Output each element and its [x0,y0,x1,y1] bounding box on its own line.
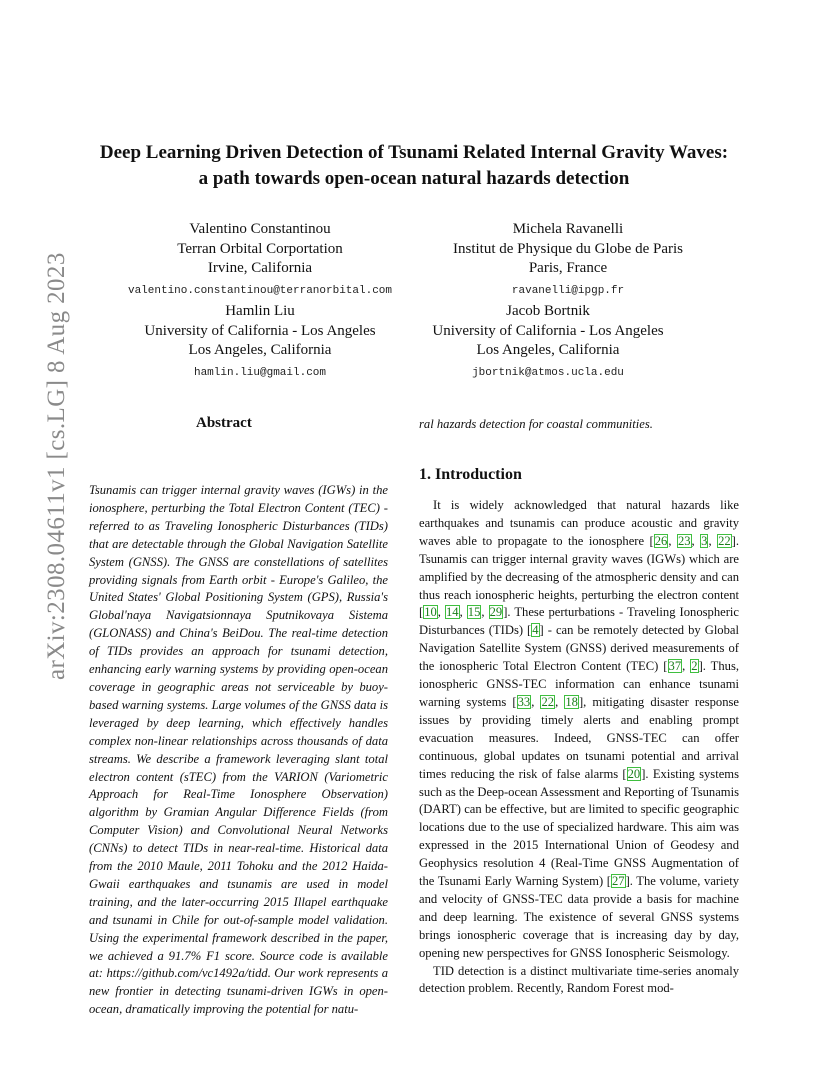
author-email[interactable]: valentino.constantinou@terranorbital.com [127,284,393,297]
paper-title [60,140,768,192]
author-block-3 [100,302,420,385]
title-line-1: Deep Learning Driven Detection of Tsunami Related Internal Gravity Waves: [99,142,729,163]
arxiv-stamp: arXiv:2308.04611v1 [cs.LG] 8 Aug 2023 [43,252,70,680]
author-affiliation: University of California - Los Angeles [144,322,376,339]
citation-link[interactable]: 26 [654,533,668,548]
abstract-text: Tsunamis can trigger internal gravity waves (IGWs) in the ionosphere, perturbing the Total Electron Content (TEC) - referred to as Traveling Ionospheric Disturbances (TIDs) that are detectable through the Global Navigation Satellite System (GNSS). The GNSS are constellations of satellites providing signals from Earth orbit - Europe's Galileo, the United States' Global Positioning System (GPS), Russia's Global'naya Navigatsionnaya Sputnikovaya Sistema (GLONASS) and China's BeiDou. The real-time detection of TIDs provides an approach for tsunami detection, enhancing early warning systems by providing open-ocean coverage in geographic areas not serviceable by buoy-based warning systems. Large volumes of the GNSS data is leveraged by deep learning, which effectively handles complex non-linear relationships across thousands of data streams. We describe a framework leveraging slant total electron content (sTEC) from the VARION (Variometric Approach for Real-Time Ionosphere Observation) algorithm by Gramian Angular Difference Fields (from Computer Vision) and Convolutional Neural Networks (CNNs) to detect TIDs in near-real-time. Historical data from the 2010 Maule, 2011 Tohoku and the 2012 Haida-Gwaii earthquakes and tsunamis are used in model training, and the later-occurring 2015 Illapel earthquake and tsunami in Chile for out-of-sample model validation. Using the experimental framework described in the paper, we achieved a 91.7% F1 score. Source code is available at: https://github.com/vc1492a/tidd. Our work represents a new frontier in detecting tsunami-driven IGWs in open-ocean, dramatically improving the potential for natu- [89,483,388,1017]
citation-link[interactable]: 22 [718,533,731,548]
citation-link[interactable]: 22 [541,694,555,709]
abstract-heading: Abstract [196,415,252,431]
citation-link[interactable]: 3 [701,533,708,548]
author-affiliation: University of California - Los Angeles [432,322,664,339]
citation-link[interactable]: 2 [691,659,698,674]
author-email[interactable]: ravanelli@ipgp.fr [511,284,625,297]
introduction-body [419,497,739,998]
intro-paragraph-2: TID detection is a distinct multivariate time-series anomaly detection problem. Recently, Random Forest mod- [419,963,739,996]
author-name: Michela Ravanelli [512,221,624,237]
citation-link[interactable]: 37 [668,659,682,674]
citation-link[interactable]: 18 [565,694,578,709]
title-line-2: a path towards open-ocean natural hazards detection [198,168,630,189]
citation-link[interactable]: 15 [467,605,481,620]
citation-link[interactable]: 20 [627,766,641,781]
author-block-2 [418,220,718,303]
author-affiliation: Institut de Physique du Globe de Paris [453,240,683,257]
author-name: Hamlin Liu [225,303,295,319]
author-location: Los Angeles, California [476,342,620,358]
author-location: Irvine, California [207,260,313,276]
citation-link[interactable]: 27 [611,874,625,889]
author-email[interactable]: hamlin.liu@gmail.com [193,366,327,379]
author-name: Jacob Bortnik [506,303,590,319]
abstract-continuation: ral hazards detection for coastal communities. [419,417,653,431]
author-block-4 [398,302,698,385]
author-location: Paris, France [528,260,608,276]
intro-paragraph-1: It is widely acknowledged that natural hazards like earthquakes and tsunamis can produce acoustic and gravity waves able to propagate to the ionosphere [26, 23, 3, 22]. Tsunamis can trigger internal gravity waves (IGWs) which are amplified by the decreasing of the atmospheric density and can thus reach ionospheric heights, perturbing the electron content [10, 14, 15, 29]. These perturbations - Traveling Ionospheric Disturbances (TIDs) [4] - can be remotely detected by Global Navigation Satellite System (GNSS) derived measurements of the ionospheric Total Electron Content (TEC) [37, 2]. Thus, ionospheric GNSS-TEC information can enhance tsunami warning systems [33, 22, 18], mitigating disaster response issues by providing timely alerts and enabling prompt evacuation measures. Indeed, GNSS-TEC can offer continuous, global updates on tsunami potential and arrival times reducing the risk of false alarms [20]. Existing systems such as the Deep-ocean Assessment and Reporting of Tsunamis (DART) can be effective, but are limited to specific geographic locations due to the use of specialized hardware. This aim was expressed in the 2015 International Union of Geodesy and Geophysics resolution 4 (Real-Time GNSS Augmentation of the Tsunami Early Warning System) [27]. The volume, variety and velocity of GNSS-TEC data provide a basis for machine and deep learning. The existence of several GNSS systems brings ionospheric coverage that is increasing day by day, opening new perspectives for GNSS Ionospheric Seismology. [419,498,740,960]
author-affiliation: Terran Orbital Corportation [177,240,343,257]
citation-link[interactable]: 14 [446,605,459,620]
citation-link[interactable]: 33 [517,694,531,709]
citation-link[interactable]: 10 [424,605,437,620]
author-name: Valentino Constantinou [189,221,331,237]
citation-link[interactable]: 4 [532,623,539,638]
author-email[interactable]: jbortnik@atmos.ucla.edu [472,366,624,379]
section-heading-introduction: 1. Introduction [419,466,522,483]
citation-link[interactable]: 23 [677,533,691,548]
author-location: Los Angeles, California [188,342,332,358]
abstract-body [89,482,388,1019]
author-block-1 [100,220,420,303]
citation-link[interactable]: 29 [489,605,503,620]
